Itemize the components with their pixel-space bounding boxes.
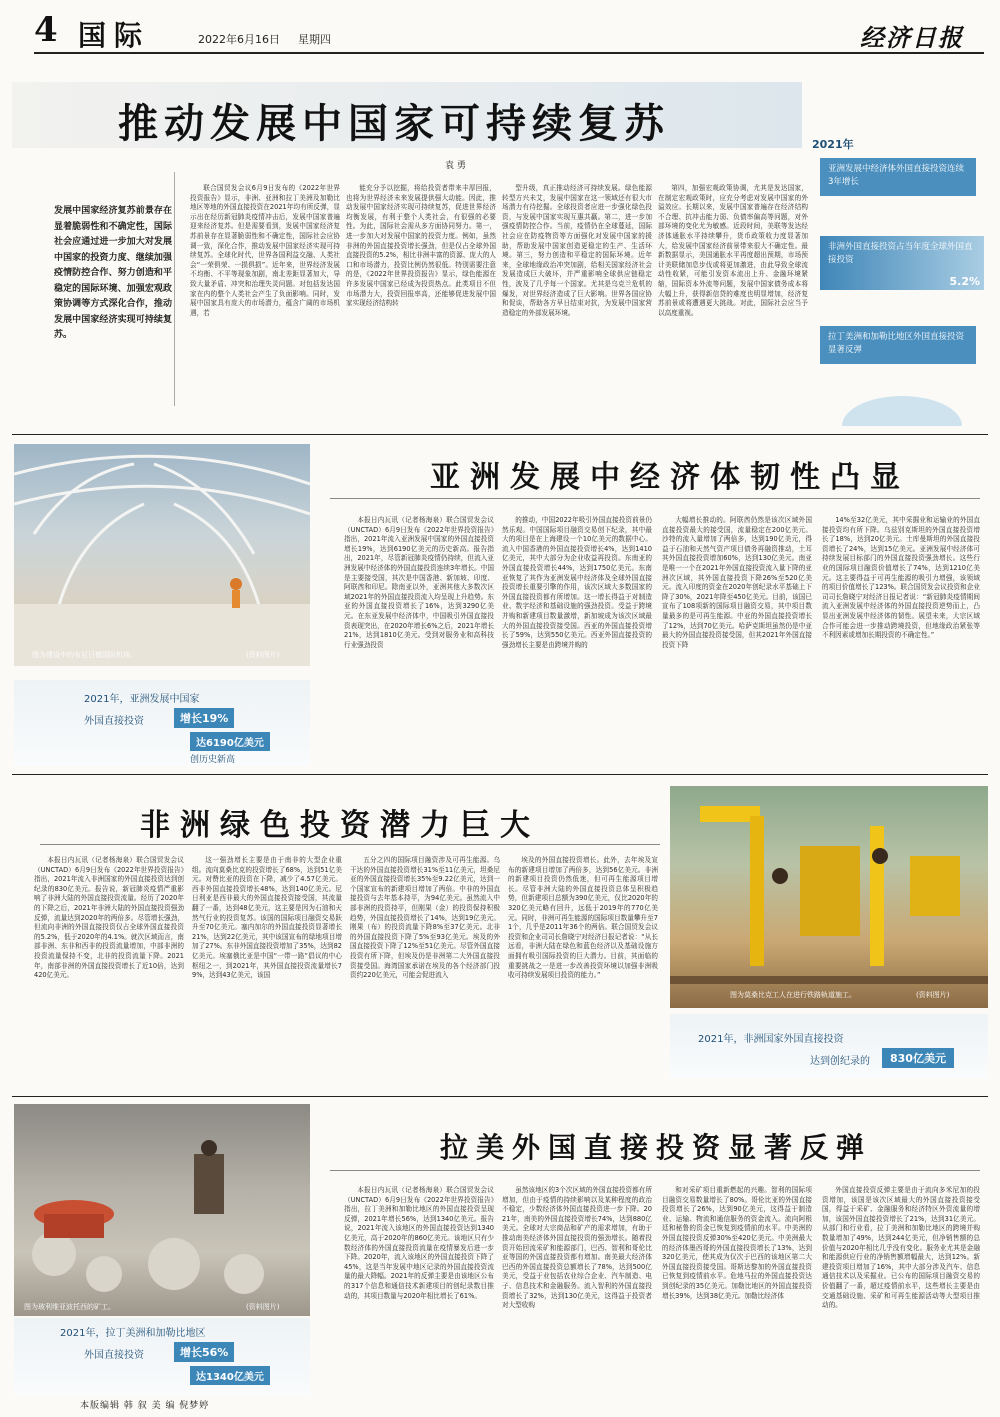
africa-stat-box xyxy=(670,1014,988,1078)
column-text: 本报日内瓦讯（记者杨海泉）联合国贸发会议（UNCTAD）6月9日发布《2022年世界投资报告》指出，2021年流入非洲国家的外国直接投资达到创纪录的830亿美元。报告说，新冠肺炎疫情严重影响了非洲大陆的外国直接投资流量。经历了2020年的下降之后，2021年非洲大陆的外国直接投资强劲反弹，流量达到2020年的两倍多。尽管增长强劲，但流向非洲的外国直接投资仅占全球外国直接投资的5.2%，低于2020年的4.1%。就次区域而言，南部非洲、东非和西非的投资流量增加，中部非洲的投资流量保持不变，北非的投资流量下降。2021年，南部非洲的外国直接投资增长了近10倍，达到420亿美元。 xyxy=(34,856,184,980)
article-africa-green xyxy=(0,780,1000,1090)
column-text: 五分之四的国际项目融资涉及可再生能源。乌干达的外国直接投资增长31%至11亿美元，坦桑尼亚的外国直接投资增长35%至9.22亿美元，达到一个国家宣布的新建项目增加了两倍。中非的外国直接投资与去年基本持平，为94亿美元。虽然流入中部非洲的投资持平，但刚果（金）的投资保持积极趋势，外国直接投资增长了14%，达到19亿美元。刚果（布）的投资流量下降8%至37亿美元。北非的外国直接投资下降了5%至93亿美元。埃及的外国直接投资下降了12%至51亿美元。尽管外国直接投资有所下降，但埃及仍是非洲第二大外国直接投资接受国。海湾国家承诺在埃及的各个经济部门投资约220亿美元，可能会促进流入 xyxy=(350,856,500,980)
title-underline xyxy=(330,498,980,499)
article-column-3 xyxy=(662,516,812,766)
issue-date: 2022年6月16日 xyxy=(198,33,280,46)
article-column-1 xyxy=(190,184,340,404)
column-text: 虽然该地区的3个次区域的外国直接投资都有所增加，但由于疫情的持续影响以及某种程度的政治不稳定，少数经济体外国直接投资进一步下降。2021年，南美的外国直接投资增长74%，达到880亿美元。全球对大宗商品和矿产的需求增加，有助于推动南美经济体外国直接投资的强劲增长。随着投资开始回流采矿和能源部门，巴西、智利和哥伦比亚等国的外国直接投资都有增加。南美最大经济体巴西的外国直接投资总额增长了78%，达到500亿美元，受益于业包括农业综合企业、汽车制造、电子、信息技术和金融服务。流入智利的外国直接投资增长了32%，达到130亿美元，这得益于投资者对大型收购 xyxy=(502,1186,652,1310)
title-underline xyxy=(40,844,660,845)
summary-text: 发展中国家经济复苏前景存在显着脆弱性和不确定性，国际社会应通过进一步加大对发展中国家的投资力度、继续加强疫情防控合作、努力创造和平稳定的国际环境、加强宏观政策协调等方式深化合作，推动发展中国家经济实现可持续复苏。 xyxy=(54,206,172,340)
article-title: 拉美外国直接投资显著反弹 xyxy=(440,1131,873,1164)
article-column-2 xyxy=(502,516,652,766)
column-text: 14%至32亿美元，其中采掘业和运输业的外国直接投资均有所下降。乌兹别克斯坦的外国直接投资增长了18%，达到20亿美元。土库曼斯坦的外国直接投资增长了24%，达到15亿美元。亚洲发展中经济体可持续发展目标部门的外国直接投资强劲增长。这些行业的国际项目融资价值增长了74%，达到1210亿美元。这主要得益于可再生能源的吸引力增强，该领域的项目价值增长了123%。联合国贸发会议投资和企业司司长詹晓宁对经济日报记者说：“新冠肺炎疫情期间流入亚洲发展中经济体的外国直接投资逆势而上，凸显出亚洲发展中经济体的韧性。展望未来，大宗区域合作可能会进一步推动跨境投资，但地缘政治紧张等不利因素或增加长期投资的不确定性。” xyxy=(822,516,980,640)
section-title: 国际 xyxy=(78,19,151,52)
article-column-1 xyxy=(344,1186,494,1396)
photo-credit: (资料图片) xyxy=(246,651,280,659)
airport-photo xyxy=(14,444,310,666)
article-asia-resilience xyxy=(0,440,1000,770)
article-column-1 xyxy=(344,516,494,766)
photo-caption: 图为建设中的布尼日德国际机场。 xyxy=(32,651,137,659)
sidebar-item-text: 非洲外国直接投资占当年度全球外国直接投资 xyxy=(828,242,973,265)
article-column-4 xyxy=(658,184,808,404)
sidebar-2021 xyxy=(812,136,992,436)
sidebar-value: 5.2% xyxy=(949,275,980,288)
column-text: 的推动，中国2022年吸引外国直接投资前景仍然乐观。中国国际项目融资交易创下纪录，其中最大的项目是在上海建设一个10亿美元的数据中心。流入中国香港的外国直接投资增长4%，达到1410亿美元，其中大部分为企业收益再投资。东南亚的外国直接投资增长44%，达到1750亿美元。东南亚恢复了其作为亚洲发展中经济体及全球外国直接投资增长重要引擎的作用，该次区域大多数国家的外国直接投资都有所增加。这一增长得益于对制造业、数字经济和基础设施的强劲投资。受益于跨境并购和新建项目数量激增，新加坡成为该次区域最大的外国直接投资接受国。西亚的外国直接投资增长了59%，达到550亿美元。西亚外国直接投资的强劲增长主要是由跨境并购的 xyxy=(502,516,652,649)
sidebar-item-text: 亚洲发展中经济体外国直接投资连续3年增长 xyxy=(828,164,965,187)
article-column-4 xyxy=(508,856,658,1086)
column-text: 大幅增长推动的。阿联酋仍然是该次区域外国直接投资最大的接受国，流量稳定在200亿美元。沙特的流入量增加了两倍多，达到190亿美元，得益于石油和天然气资产项目债务再融资推动，土耳其外国直接投资增加60%，达到130亿美元。南亚是唯一一个在2021年外国直接投资流入量下降的亚洲次区域，其外国直接投资下降26%至520亿美元。流入印度的资金在2020年创纪录水平基础上下降了30%，2021年降至450亿美元。目前，该国已宣布了108项新的国际项目融资交易，其中项目数量最多的是可再生能源。中亚的外国直接投资增长了12%，达到70亿美元。哈萨克斯坦虽然仍是中亚最大的外国直接投资接受国，但其2021年外国直接投资下降 xyxy=(662,516,812,649)
column-text: 和对采矿项目重新燃起的兴趣。智利的国际项目融资交易数量增长了80%。哥伦比亚的外国直接投资增长了26%，达到90亿美元，这得益于制造业、运输、物流和通信服务的资金流入。流向阿根廷和秘鲁的资金已恢复到疫情前的水平。中美洲的外国直接投资反弹30%至420亿美元。中美洲最大的经济体墨西哥的外国直接投资增长了13%，达到320亿美元，使其成为仅次于巴西的该地区第二大外国直接投资接受国。哥斯达黎加的外国直接投资已恢复到疫情前水平。危地马拉的外国直接投资达到创纪录的35亿美元。加勒比地区的外国直接投资增长39%，达到38亿美元。加勒比经济体 xyxy=(662,1186,812,1300)
issue-weekday: 星期四 xyxy=(298,33,331,46)
stat-label: 外国直接投资 xyxy=(84,716,144,727)
globe-graphic xyxy=(842,386,962,426)
article-author: 袁 勇 xyxy=(445,161,466,171)
page-number: 4 xyxy=(34,10,58,50)
article-column-2 xyxy=(346,184,496,404)
latam-stat-box xyxy=(14,1318,310,1396)
column-text: 本报日内瓦讯（记者杨海泉）联合国贸发会议（UNCTAD）6月9日发布《2022年世界投资报告》指出，2021年流入亚洲发展中国家的外国直接投资增长19%，达到6190亿美元的历史新高。报告指出，2021年，尽管新冠肺炎疫情仍持续，但流入亚洲发展中经济体的外国直接投资连续3年增长。中国是主要接受国，其次是中国香港、新加坡、印度、阿联酋和印尼。除南亚以外，亚洲其他大多数次区域2021年的外国直接投资流入均呈现上升趋势。东亚的外国直接投资增长了16%，达到3290亿美元。在东亚发展中经济体中，中国吸引外国直接投资表现突出，在2020年增长6%之后，2021年增长21%，达到1810亿美元。受到对服务业和高科技行业强劲投资 xyxy=(344,516,494,649)
stat-growth: 增长56% xyxy=(174,1342,234,1362)
stat-growth: 增长19% xyxy=(174,708,234,728)
airport-structure-graphic xyxy=(14,444,310,666)
photo-caption: 图为玻利维亚波托西的矿工。 xyxy=(24,1303,115,1311)
article-column-1 xyxy=(34,856,184,1086)
miners-photo xyxy=(14,1104,310,1316)
column-text: 第四，加强宏观政策协调，尤其是发达国家，在制定宏观政策时，应充分考虑对发展中国家的外溢效应。长期以来，发展中国家普遍存在经济结构不合理、抗冲击能力弱、负债率偏高等问题，对外部环境的变化尤为敏感。近段时间，美联等发达经济体通胀水平持续攀升，货币政策收力度显著加大，给发展中国家经济前景带来很大不确定性。最新数据显示，美国通胀水平再度超出预期，市场预计美联储加息步伐或将更加激进，由此导致全球流动性收紧，可能引发资本流出上升、金融环境紧缩，国际资本外流等问题，发展中国家债务成本将大幅上升，获得新信贷的难度也明显增加，经济复苏前景或将遭遇更大挑战。对此，国际社会应当予以高度重视。 xyxy=(658,184,808,317)
sidebar-item-latam xyxy=(820,326,976,364)
stat-amount: 达6190亿美元 xyxy=(190,732,270,751)
article-title: 亚洲发展中经济体韧性凸显 xyxy=(430,460,910,495)
stat-year: 2021年，拉丁美洲和加勒比地区 xyxy=(60,1328,206,1339)
article-column-4 xyxy=(822,1186,980,1396)
photo-caption: 图为莫桑比克工人在进行铁路轨道施工。 xyxy=(730,991,856,999)
summary-box xyxy=(14,172,175,406)
article-column-2 xyxy=(192,856,342,1086)
stat-label: 达到创纪录的 xyxy=(810,1056,870,1067)
sidebar-item-asia xyxy=(820,158,976,196)
column-text: 型升级，真正推动经济可持续发展。绿色能源转型方兴未艾，发展中国家在这一领域还有很大市场潜力有待挖掘。全球投资者应进一步强化绿色投资，与发展中国家实现互惠共赢。第二，进一步加强疫情防控合作。当前，疫情仍在全球蔓延，国际社会应在防疫物资等方面强化对发展中国家的援助，帮助发展中国家创造更稳定的生产、生活环境。第三，努力创造和平稳定的国际环境。近年来，全球地缘政治冲突加剧，给相关国家经济社会发展造成巨大破坏，并严重影响全球供应链稳定性，波及了几乎每一个国家。尤其是乌克兰危机的爆发，对世界经济造成了巨大影响。世界各国应协和促谈，帮助各方早日结束对抗，为发展中国家营造稳定的外部发展环境。 xyxy=(502,184,652,317)
sidebar-item-africa xyxy=(820,236,984,290)
photo-credit: (资料图片) xyxy=(916,991,950,999)
section-divider xyxy=(12,774,988,775)
article-column-3 xyxy=(662,1186,812,1396)
photo-credit: (资料图片) xyxy=(246,1303,280,1311)
article-latam-rebound xyxy=(0,1100,1000,1400)
column-text: 外国直接投资反弹主要是由于流向多米尼加的投资增加，该国是该次区域最大的外国直接投资接受国，得益于采矿、金融服务和经济特区外资流量的增加，该国外国直接投资增长了21%，达到31亿美元。从部门和行业看，拉丁美洲和加勒比地区的跨境并购数量增加了49%，达到244亿美元，但净销售额的总价值与2020年相比几乎没有变化。服务业尤其是金融和能源供应行业的净销售额增幅最大，达到12%。新建投资项目增加了16%，其中大部分涉及汽车、信息通信技术以及采掘业。已公布的国际项目融资交易的价值翻了一番，超过疫情前水平，这些增长主要是由交通基础设施、采矿和可再生能源活动等大型项目推动的。 xyxy=(822,1186,980,1310)
article-column-3 xyxy=(502,184,652,404)
sidebar-item-text: 拉丁美洲和加勒比地区外国直接投资显著反弹 xyxy=(828,332,965,355)
article-column-4 xyxy=(822,516,980,766)
column-text: 本报日内瓦讯（记者杨海泉）联合国贸发会议（UNCTAD）6月9日发布《2022年世界投资报告》指出，拉丁美洲和加勒比地区的外国直接投资呈现反弹，2021年增长56%，达到1340亿美元。报告说，2021年流入该地区的外国直接投资达到1340亿美元，高于2020年的860亿美元。该地区只有少数经济体的外国直接投资流量在疫情暴发后进一步下降。2020年，流入该地区的外国直接投资下降了45%，这是当年发展中地区记录的外国直接投资流量的最大降幅。2021年的反弹主要是由该地区公布的317个信息和通信技术新建项目的创纪录数目推动的，其项目数量与2020年相比增长了61%。 xyxy=(344,1186,494,1300)
page-header xyxy=(0,0,1000,56)
article-column-2 xyxy=(502,1186,652,1396)
railway-photo xyxy=(670,786,988,1008)
article-sustainable-recovery xyxy=(0,60,1000,430)
asia-stat-box xyxy=(14,680,310,766)
stat-label: 外国直接投资 xyxy=(84,1350,144,1361)
header-rule xyxy=(34,52,984,54)
railway-machine-graphic xyxy=(670,786,988,1008)
article-column-3 xyxy=(350,856,500,1086)
stat-amount: 达1340亿美元 xyxy=(190,1366,270,1385)
sidebar-year: 2021年 xyxy=(812,138,854,151)
masthead-logo: 经济日报 xyxy=(860,23,964,52)
stat-year: 2021年，非洲国家外国直接投资 xyxy=(698,1034,844,1045)
title-underline xyxy=(330,1170,980,1171)
column-text: 联合国贸发会议6月9日发布的《2022年世界投资报告》显示，非洲、亚洲和拉丁美洲及加勒比地区等地的外国直接投资在2021年均有所反弹，显示出在经历新冠肺炎疫情冲击后，发展中国家普遍迎来经济复苏。但是需要看到，发展中国家经济复苏前景存在显著脆弱性和不确定性，国际社会应协调一致，深化合作，推动发展中国家经济实现可持续复苏。全球化时代，世界各国利益交融、人类社会“一荣俱荣、一损俱损”。近年来，世界经济发展不均衡、不平等现象加剧，南北差距显著加大，导致大量矛盾、冲突和治理失灵问题。对包括发达国家在内的整个人类社会产生了负面影响。同时，发展中国家具有庞大的市场潜力，蕴含广阔的市场机遇，若 xyxy=(190,184,340,317)
column-text: 能充分予以挖掘，将给投资者带来丰厚回报，也将为世界经济未来发展提供强大动能。因此，推动发展中国家经济实现可持续复苏，促进世界经济均衡发展，有利于整个人类社会，有很强的必要性。为此，国际社会需从多方面协同努力。第一，进一步加大对发展中国家的投资力度。例如，虽然非洲的外国直接投资增长强劲，但是仅占全球外国直接投资的5.2%，相比非洲丰富的资源、庞大的人口和市场潜力，投资比例仍然很低。特别需要注意的是，《2022年世界投资报告》显示，绿色能源在许多发展中国家已经成为投资热点。此类项目不但市场潜力大，投资回报率高，还能够促进发展中国家实现经济结构转 xyxy=(346,184,496,308)
article-title: 非洲绿色投资潜力巨大 xyxy=(140,808,540,843)
article-title: 推动发展中国家可持续复苏 xyxy=(118,101,670,147)
stat-year: 2021年，亚洲发展中国家 xyxy=(84,694,200,705)
column-text: 这一强劲增长主要是由于南非的大型企业重组。流向莫桑比克的投资增长了68%，达到51亿美元。对赞比亚的投资在下降，减少了4.57亿美元。西非外国直接投资增长48%，达到140亿美元。尼日利亚是西非最大的外国直接投资接受国，其流量翻了一番，达到48亿美元，这主要是因为石油和天然气行业的投资复苏。该国的国际项目融资交易跃升至70亿美元。塞内加尔的外国直接投资显著增长21%，达到22亿美元，其中该国宣布的绿地项目增加了27%。东非外国直接投资增加了35%，达到82亿美元。埃塞俄比亚是中国“一带一路”倡议的中心枢纽之一，到2021年，其外国直接投资流量增长79%，达到43亿美元，该国 xyxy=(192,856,342,980)
mine-scene-graphic xyxy=(14,1104,310,1316)
section-divider xyxy=(12,434,988,435)
section-divider xyxy=(12,1096,988,1097)
footer-editors: 本版编辑 韩 叙 美 编 倪梦婷 xyxy=(80,1401,210,1411)
stat-value: 830亿美元 xyxy=(882,1048,954,1068)
stat-note: 创历史新高 xyxy=(190,755,236,765)
column-text: 埃及的外国直接投资增长。此外，去年埃及宣布的新建项目增加了两倍多，达到56亿美元。非洲的新建项目投资仍然低迷，但可再生能源项目增长。尽管非洲大陆的外国直接投资总体呈积极趋势，但新建项目总额为390亿美元，仅比2020年的320亿美元略有回升，远低于2019年的770亿美元。同时，非洲可再生能源的国际项目数量攀升至71个，几乎是2011年36个的两倍。联合国贸发会议投资和企业司司长詹晓宁对经济日报记者说：“从长远看，非洲大陆在绿色和蓝色经济以及基础设施方面拥有吸引国际投资的巨大潜力。目前，其面临的重要挑战之一是进一步改善投资环境以加强非洲吸收可持续发展项目投资的能力。” xyxy=(508,856,658,980)
